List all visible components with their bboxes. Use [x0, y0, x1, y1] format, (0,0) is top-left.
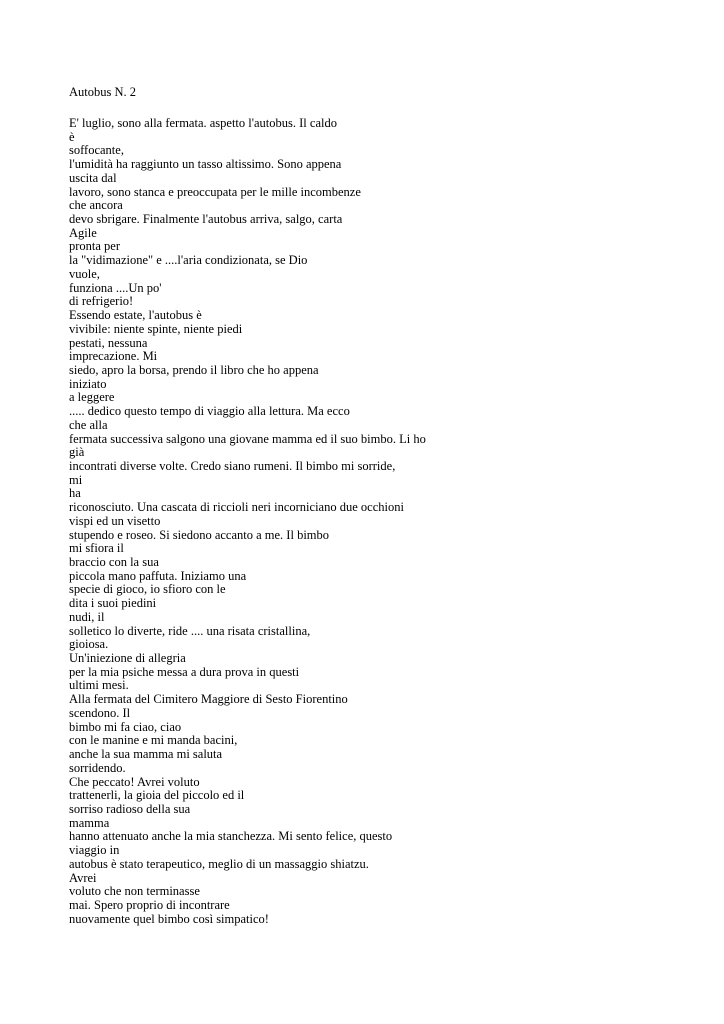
text-line: voluto che non terminasse [69, 884, 200, 899]
text-line: uscita dal [69, 170, 117, 185]
text-line: anche la sua mamma mi saluta [69, 747, 223, 762]
text-line: Essendo estate, l'autobus è [69, 308, 202, 323]
text-line: ..... dedico questo tempo di viaggio alla lettura. Ma ecco [69, 404, 350, 419]
text-line: funziona ....Un po' [69, 280, 162, 295]
text-line: mai. Spero proprio di incontrare [69, 897, 230, 912]
text-line: dita i suoi piedini [69, 596, 157, 611]
text-line: riconosciuto. Una cascata di riccioli neri incorniciano due occhioni [69, 500, 404, 515]
text-line: sorriso radioso della sua [69, 801, 191, 816]
text-line: vivibile: niente spinte, niente piedi [69, 321, 243, 336]
text-line: autobus è stato terapeutico, meglio di un massaggio shiatzu. [69, 856, 369, 871]
text-line: ha [69, 486, 81, 501]
text-line: lavoro, sono stanca e preoccupata per le mille incombenze [69, 184, 361, 199]
text-line: pestati, nessuna [69, 335, 148, 350]
text-line: mi sfiora il [69, 541, 124, 556]
text-line: è [69, 129, 75, 144]
text-line: fermata successiva salgono una giovane mamma ed il suo bimbo. Li ho [69, 431, 426, 446]
document-body [69, 117, 669, 926]
text-line: sorridendo. [69, 760, 126, 775]
text-line: Avrei [69, 870, 97, 885]
text-line: soffocante, [69, 143, 124, 158]
text-line: iniziato [69, 376, 107, 391]
text-line: di refrigerio! [69, 294, 134, 309]
text-line: mi [69, 472, 83, 487]
text-line: nudi, il [69, 609, 105, 624]
text-line: bimbo mi fa ciao, ciao [69, 719, 182, 734]
text-line: trattenerli, la gioia del piccolo ed il [69, 788, 245, 803]
text-line: mamma [69, 815, 110, 830]
text-line: siedo, apro la borsa, prendo il libro che ho appena [69, 362, 319, 377]
text-line: vuole, [69, 266, 100, 281]
text-line: scendono. Il [69, 705, 131, 720]
text-line: Che peccato! Avrei voluto [69, 774, 200, 789]
text-line: con le manine e mi manda bacini, [69, 733, 238, 748]
text-line: imprecazione. Mi [69, 349, 158, 364]
text-line: solletico lo diverte, ride .... una risata cristallina, [69, 623, 311, 638]
text-line: piccola mano paffuta. Iniziamo una [69, 568, 247, 583]
text-line: la "vidimazione" e ....l'aria condizionata, se Dio [69, 253, 308, 268]
text-line: hanno attenuato anche la mia stanchezza. Mi sento felice, questo [69, 829, 393, 844]
text-line: viaggio in [69, 843, 120, 858]
text-line: già [69, 445, 85, 460]
text-line: stupendo e roseo. Si siedono accanto a me. Il bimbo [69, 527, 330, 542]
text-line: E' luglio, sono alla fermata. aspetto l'autobus. Il caldo [69, 116, 337, 130]
text-line: gioiosa. [69, 637, 109, 652]
text-line: a leggere [69, 390, 115, 405]
text-line: incontrati diverse volte. Credo siano rumeni. Il bimbo mi sorride, [69, 458, 396, 473]
text-line: Agile [69, 225, 97, 240]
text-line: Un'iniezione di allegria [69, 651, 186, 666]
text-line: che alla [69, 417, 108, 432]
text-line: per la mia psiche messa a dura prova in questi [69, 664, 300, 679]
text-line: ultimi mesi. [69, 678, 129, 693]
text-line: Alla fermata del Cimitero Maggiore di Sesto Fiorentino [69, 692, 348, 707]
text-line: specie di gioco, io sfioro con le [69, 582, 226, 597]
document-title: Autobus N. 2 [69, 85, 137, 99]
text-line: che ancora [69, 198, 123, 213]
text-line: vispi ed un visetto [69, 513, 161, 528]
text-line: l'umidità ha raggiunto un tasso altissimo. Sono appena [69, 157, 342, 172]
text-line: braccio con la sua [69, 555, 159, 569]
text-line: nuovamente quel bimbo così simpatico! [69, 911, 269, 926]
text-line: pronta per [69, 239, 121, 254]
text-line: devo sbrigare. Finalmente l'autobus arriva, salgo, carta [69, 212, 343, 227]
